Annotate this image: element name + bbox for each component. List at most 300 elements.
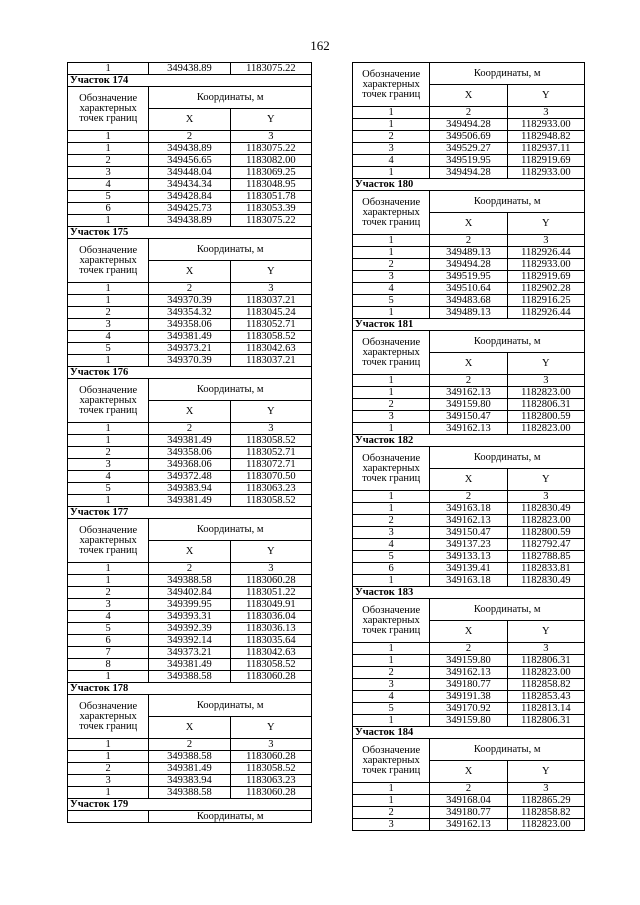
column-number-cell: 3 [507,375,584,387]
x-coordinate-cell: 349163.18 [430,575,507,587]
y-coordinate-cell: 1182919.69 [507,271,584,283]
x-coordinate-cell: 349159.80 [430,715,507,727]
table-row [353,143,585,155]
coords-label-cell: Координаты, м [430,63,585,85]
point-number-cell: 4 [353,155,430,167]
y-coordinate-cell: 1183051.78 [230,191,311,203]
plot-title: Участок 174 [68,75,312,87]
y-coordinate-cell: 1183063.23 [230,775,311,787]
table-row [68,575,312,587]
coords-label-cell: Координаты, м [149,87,312,109]
y-coordinate-cell: 1182830.49 [507,575,584,587]
x-coordinate-cell: 349373.21 [149,343,230,355]
y-label-cell: Y [507,85,584,107]
point-number-cell: 5 [68,191,149,203]
plot-title: Участок 178 [68,683,312,695]
left-column [67,62,312,823]
y-label-cell: Y [230,109,311,131]
y-coordinate-cell: 1183048.95 [230,179,311,191]
table-row [68,343,312,355]
y-coordinate-cell: 1182806.31 [507,715,584,727]
y-label-cell: Y [230,717,311,739]
table-row [68,495,312,507]
x-label-cell: X [149,109,230,131]
x-label-cell: X [430,761,507,783]
y-coordinate-cell: 1182865.29 [507,795,584,807]
y-coordinate-cell: 1182919.69 [507,155,584,167]
x-coordinate-cell: 349381.49 [149,763,230,775]
y-coordinate-cell: 1182823.00 [507,423,584,435]
x-coordinate-cell: 349489.13 [430,247,507,259]
x-coordinate-cell: 349519.95 [430,155,507,167]
table-row [68,355,312,367]
y-coordinate-cell: 1182823.00 [507,819,584,831]
x-coordinate-cell: 349456.65 [149,155,230,167]
x-coordinate-cell: 349162.13 [430,819,507,831]
column-numbers-row [68,739,312,751]
point-number-cell: 6 [68,635,149,647]
y-coordinate-cell: 1182800.59 [507,411,584,423]
column-number-cell: 3 [230,739,311,751]
plot-title: Участок 176 [68,367,312,379]
y-coordinate-cell: 1183049.91 [230,599,311,611]
point-number-cell: 2 [353,667,430,679]
column-numbers-row [353,643,585,655]
y-coordinate-cell: 1183072.71 [230,459,311,471]
column-numbers-row [353,107,585,119]
y-coordinate-cell: 1183058.52 [230,435,311,447]
table-row [353,307,585,319]
column-numbers-row [353,235,585,247]
plot-title-row [68,683,312,695]
table-row [353,283,585,295]
x-coordinate-cell: 349483.68 [430,295,507,307]
mark-label-cell: Обозначение характерных точек границ [353,739,430,783]
column-number-cell: 1 [353,235,430,247]
x-coordinate-cell: 349399.95 [149,599,230,611]
point-number-cell: 2 [353,807,430,819]
x-coordinate-cell: 349150.47 [430,411,507,423]
y-coordinate-cell: 1183052.71 [230,447,311,459]
y-coordinate-cell: 1183060.28 [230,671,311,683]
y-label-cell: Y [230,261,311,283]
table-row [353,551,585,563]
x-coordinate-cell: 349392.14 [149,635,230,647]
table-row [68,203,312,215]
table-row [68,751,312,763]
coords-label-cell: Координаты, м [430,447,585,469]
y-coordinate-cell: 1183045.24 [230,307,311,319]
x-coordinate-cell: 349388.58 [149,575,230,587]
point-number-cell: 1 [68,575,149,587]
y-coordinate-cell: 1183052.71 [230,319,311,331]
y-label-cell: Y [507,353,584,375]
y-coordinate-cell: 1183042.63 [230,647,311,659]
coordinates-table-right [352,62,585,831]
point-number-cell: 7 [68,647,149,659]
column-number-cell: 3 [230,563,311,575]
point-number-cell: 2 [68,587,149,599]
table-row [353,667,585,679]
point-number-cell: 2 [68,763,149,775]
table-row [353,715,585,727]
y-coordinate-cell: 1182792.47 [507,539,584,551]
point-number-cell: 1 [353,423,430,435]
x-coordinate-cell: 349388.58 [149,671,230,683]
x-coordinate-cell: 349434.34 [149,179,230,191]
plot-title-row [68,75,312,87]
mark-label-cell: Обозначение характерных точек границ [68,695,149,739]
y-coordinate-cell: 1183082.00 [230,155,311,167]
y-coordinate-cell: 1182823.00 [507,667,584,679]
table-row [353,387,585,399]
x-coordinate-cell: 349381.49 [149,331,230,343]
x-coordinate-cell: 349381.49 [149,435,230,447]
y-coordinate-cell: 1182813.14 [507,703,584,715]
mark-label-cell: Обозначение характерных точек границ [68,239,149,283]
y-coordinate-cell: 1182933.00 [507,119,584,131]
point-number-cell: 1 [68,355,149,367]
y-coordinate-cell: 1183060.28 [230,787,311,799]
coords-header-row [68,811,312,823]
point-number-cell: 5 [68,343,149,355]
y-coordinate-cell: 1182833.81 [507,563,584,575]
table-row [353,167,585,179]
table-row [353,819,585,831]
y-coordinate-cell: 1182933.00 [507,167,584,179]
x-label-cell: X [149,261,230,283]
table-row [353,247,585,259]
y-coordinate-cell: 1182948.82 [507,131,584,143]
y-coordinate-cell: 1183037.21 [230,295,311,307]
y-label-cell: Y [507,469,584,491]
y-coordinate-cell: 1183037.21 [230,355,311,367]
table-row [353,563,585,575]
x-coordinate-cell: 349494.28 [430,167,507,179]
x-coordinate-cell: 349162.13 [430,667,507,679]
x-coordinate-cell: 349159.80 [430,399,507,411]
x-coordinate-cell: 349519.95 [430,271,507,283]
y-coordinate-cell: 1183036.13 [230,623,311,635]
table-row [68,471,312,483]
point-number-cell: 1 [353,167,430,179]
table-row [68,599,312,611]
table-row [353,679,585,691]
y-label-cell: Y [507,621,584,643]
point-number-cell: 3 [68,775,149,787]
y-coordinate-cell: 1182926.44 [507,307,584,319]
x-coordinate-cell: 349425.73 [149,203,230,215]
table-row [68,435,312,447]
table-row [68,647,312,659]
y-label-cell: Y [230,541,311,563]
point-number-cell: 1 [68,671,149,683]
y-coordinate-cell: 1182806.31 [507,399,584,411]
x-coordinate-cell: 349162.13 [430,515,507,527]
y-label-cell: Y [507,213,584,235]
x-label-cell: X [430,85,507,107]
x-coordinate-cell: 349162.13 [430,387,507,399]
table-row [68,635,312,647]
table-row [353,399,585,411]
column-number-cell: 2 [430,783,507,795]
column-number-cell: 2 [430,375,507,387]
coords-header-row [353,599,585,621]
y-coordinate-cell: 1182823.00 [507,387,584,399]
x-coordinate-cell: 349168.04 [430,795,507,807]
table-row [353,259,585,271]
point-number-cell: 1 [353,503,430,515]
y-coordinate-cell: 1183060.28 [230,751,311,763]
plot-title: Участок 177 [68,507,312,519]
y-coordinate-cell: 1182933.00 [507,259,584,271]
mark-label-cell: Обозначение характерных точек границ [353,331,430,375]
column-numbers-row [68,283,312,295]
column-number-cell: 3 [507,643,584,655]
x-coordinate-cell: 349170.92 [430,703,507,715]
x-coordinate-cell: 349489.13 [430,307,507,319]
column-number-cell: 1 [68,283,149,295]
y-coordinate-cell: 1182800.59 [507,527,584,539]
coordinates-table-left [67,62,312,823]
x-label-cell: X [430,213,507,235]
table-row [353,131,585,143]
x-coordinate-cell: 349392.39 [149,623,230,635]
point-number-cell: 3 [353,143,430,155]
table-row [68,671,312,683]
point-number-cell: 1 [68,63,149,75]
x-coordinate-cell: 349162.13 [430,423,507,435]
coords-label-cell: Координаты, м [430,599,585,621]
y-coordinate-cell: 1183053.39 [230,203,311,215]
table-row [68,483,312,495]
column-numbers-row [353,375,585,387]
y-coordinate-cell: 1183058.52 [230,659,311,671]
point-number-cell: 5 [68,483,149,495]
coords-header-row [353,191,585,213]
point-number-cell: 4 [68,471,149,483]
mark-label-cell [68,811,149,823]
table-row [68,167,312,179]
column-number-cell: 2 [430,235,507,247]
column-number-cell: 1 [68,423,149,435]
point-number-cell: 2 [68,155,149,167]
plot-title: Участок 179 [68,799,312,811]
table-row [68,155,312,167]
y-coordinate-cell: 1182830.49 [507,503,584,515]
x-coordinate-cell: 349372.48 [149,471,230,483]
point-number-cell: 3 [68,459,149,471]
x-coordinate-cell: 349438.89 [149,215,230,227]
plot-title-row [68,227,312,239]
column-number-cell: 2 [149,131,230,143]
column-numbers-row [68,423,312,435]
table-row [353,807,585,819]
coords-label-cell: Координаты, м [149,239,312,261]
x-coordinate-cell: 349381.49 [149,495,230,507]
point-number-cell: 1 [353,655,430,667]
point-number-cell: 1 [353,307,430,319]
table-row [68,319,312,331]
table-row [68,143,312,155]
mark-label-cell: Обозначение характерных точек границ [353,599,430,643]
coords-header-row [68,379,312,401]
y-coordinate-cell: 1182937.11 [507,143,584,155]
table-row [353,295,585,307]
table-row [353,423,585,435]
x-coordinate-cell: 349150.47 [430,527,507,539]
column-number-cell: 3 [507,107,584,119]
y-coordinate-cell: 1183051.22 [230,587,311,599]
point-number-cell: 3 [353,271,430,283]
x-coordinate-cell: 349373.21 [149,647,230,659]
y-coordinate-cell: 1183058.52 [230,331,311,343]
mark-label-cell: Обозначение характерных точек границ [68,379,149,423]
table-row [353,155,585,167]
table-row [68,459,312,471]
plot-title-row [68,367,312,379]
x-coordinate-cell: 349438.89 [149,143,230,155]
plot-title-row [353,435,585,447]
point-number-cell: 4 [68,179,149,191]
table-row [353,539,585,551]
point-number-cell: 1 [353,575,430,587]
y-coordinate-cell: 1182902.28 [507,283,584,295]
mark-label-cell: Обозначение характерных точек границ [353,447,430,491]
y-label-cell: Y [507,761,584,783]
plot-title-row [353,727,585,739]
coords-label-cell: Координаты, м [149,519,312,541]
point-number-cell: 1 [353,387,430,399]
table-row [353,691,585,703]
table-row [353,271,585,283]
point-number-cell: 2 [68,307,149,319]
point-number-cell: 2 [353,131,430,143]
coords-label-cell: Координаты, м [430,739,585,761]
table-row [68,775,312,787]
column-number-cell: 3 [507,235,584,247]
y-coordinate-cell: 1182853.43 [507,691,584,703]
point-number-cell: 5 [68,623,149,635]
point-number-cell: 5 [353,703,430,715]
point-number-cell: 4 [68,611,149,623]
column-number-cell: 2 [430,107,507,119]
table-row [353,795,585,807]
y-coordinate-cell: 1183036.04 [230,611,311,623]
table-row [68,307,312,319]
plot-title: Участок 182 [353,435,585,447]
point-number-cell: 3 [353,679,430,691]
y-label-cell: Y [230,401,311,423]
point-number-cell: 1 [68,751,149,763]
coords-label-cell: Координаты, м [149,379,312,401]
x-label-cell: X [430,469,507,491]
plot-title-row [353,587,585,599]
x-coordinate-cell: 349529.27 [430,143,507,155]
point-number-cell: 4 [68,331,149,343]
table-row [68,763,312,775]
point-number-cell: 3 [353,411,430,423]
x-coordinate-cell: 349402.84 [149,587,230,599]
column-number-cell: 1 [353,783,430,795]
table-row [68,63,312,75]
y-coordinate-cell: 1182788.85 [507,551,584,563]
point-number-cell: 1 [68,215,149,227]
point-number-cell: 1 [68,143,149,155]
point-number-cell: 1 [353,715,430,727]
x-coordinate-cell: 349383.94 [149,483,230,495]
column-number-cell: 1 [68,131,149,143]
x-label-cell: X [430,353,507,375]
y-coordinate-cell: 1182823.00 [507,515,584,527]
y-coordinate-cell: 1183060.28 [230,575,311,587]
column-number-cell: 3 [507,783,584,795]
y-coordinate-cell: 1183075.22 [230,215,311,227]
coords-label-cell: Координаты, м [149,695,312,717]
column-number-cell: 3 [230,423,311,435]
point-number-cell: 1 [68,787,149,799]
coords-header-row [353,739,585,761]
x-coordinate-cell: 349494.28 [430,259,507,271]
x-coordinate-cell: 349370.39 [149,295,230,307]
y-coordinate-cell: 1183075.22 [230,63,311,75]
coords-header-row [68,239,312,261]
point-number-cell: 1 [68,495,149,507]
table-row [68,659,312,671]
y-coordinate-cell: 1183058.52 [230,495,311,507]
table-row [353,655,585,667]
x-coordinate-cell: 349510.64 [430,283,507,295]
plot-title: Участок 181 [353,319,585,331]
right-column [352,62,585,831]
column-numbers-row [68,131,312,143]
mark-label-cell: Обозначение характерных точек границ [68,87,149,131]
coords-header-row [68,87,312,109]
table-row [353,119,585,131]
table-row [68,331,312,343]
y-coordinate-cell: 1183063.23 [230,483,311,495]
x-coordinate-cell: 349438.89 [149,63,230,75]
table-row [68,295,312,307]
coords-header-row [353,331,585,353]
column-number-cell: 1 [353,375,430,387]
column-number-cell: 1 [68,739,149,751]
point-number-cell: 1 [68,295,149,307]
plot-title-row [68,507,312,519]
mark-label-cell: Обозначение характерных точек границ [353,191,430,235]
column-number-cell: 1 [353,491,430,503]
point-number-cell: 3 [353,819,430,831]
point-number-cell: 4 [353,539,430,551]
point-number-cell: 8 [68,659,149,671]
y-coordinate-cell: 1182858.82 [507,807,584,819]
plot-title: Участок 180 [353,179,585,191]
x-coordinate-cell: 349358.06 [149,447,230,459]
column-number-cell: 1 [353,107,430,119]
x-coordinate-cell: 349370.39 [149,355,230,367]
point-number-cell: 1 [353,795,430,807]
column-number-cell: 3 [230,131,311,143]
y-coordinate-cell: 1182926.44 [507,247,584,259]
coords-label-cell: Координаты, м [149,811,312,823]
x-coordinate-cell: 349139.41 [430,563,507,575]
point-number-cell: 3 [68,599,149,611]
y-coordinate-cell: 1182858.82 [507,679,584,691]
column-number-cell: 2 [149,739,230,751]
y-coordinate-cell: 1183042.63 [230,343,311,355]
y-coordinate-cell: 1182916.25 [507,295,584,307]
x-coordinate-cell: 349133.13 [430,551,507,563]
